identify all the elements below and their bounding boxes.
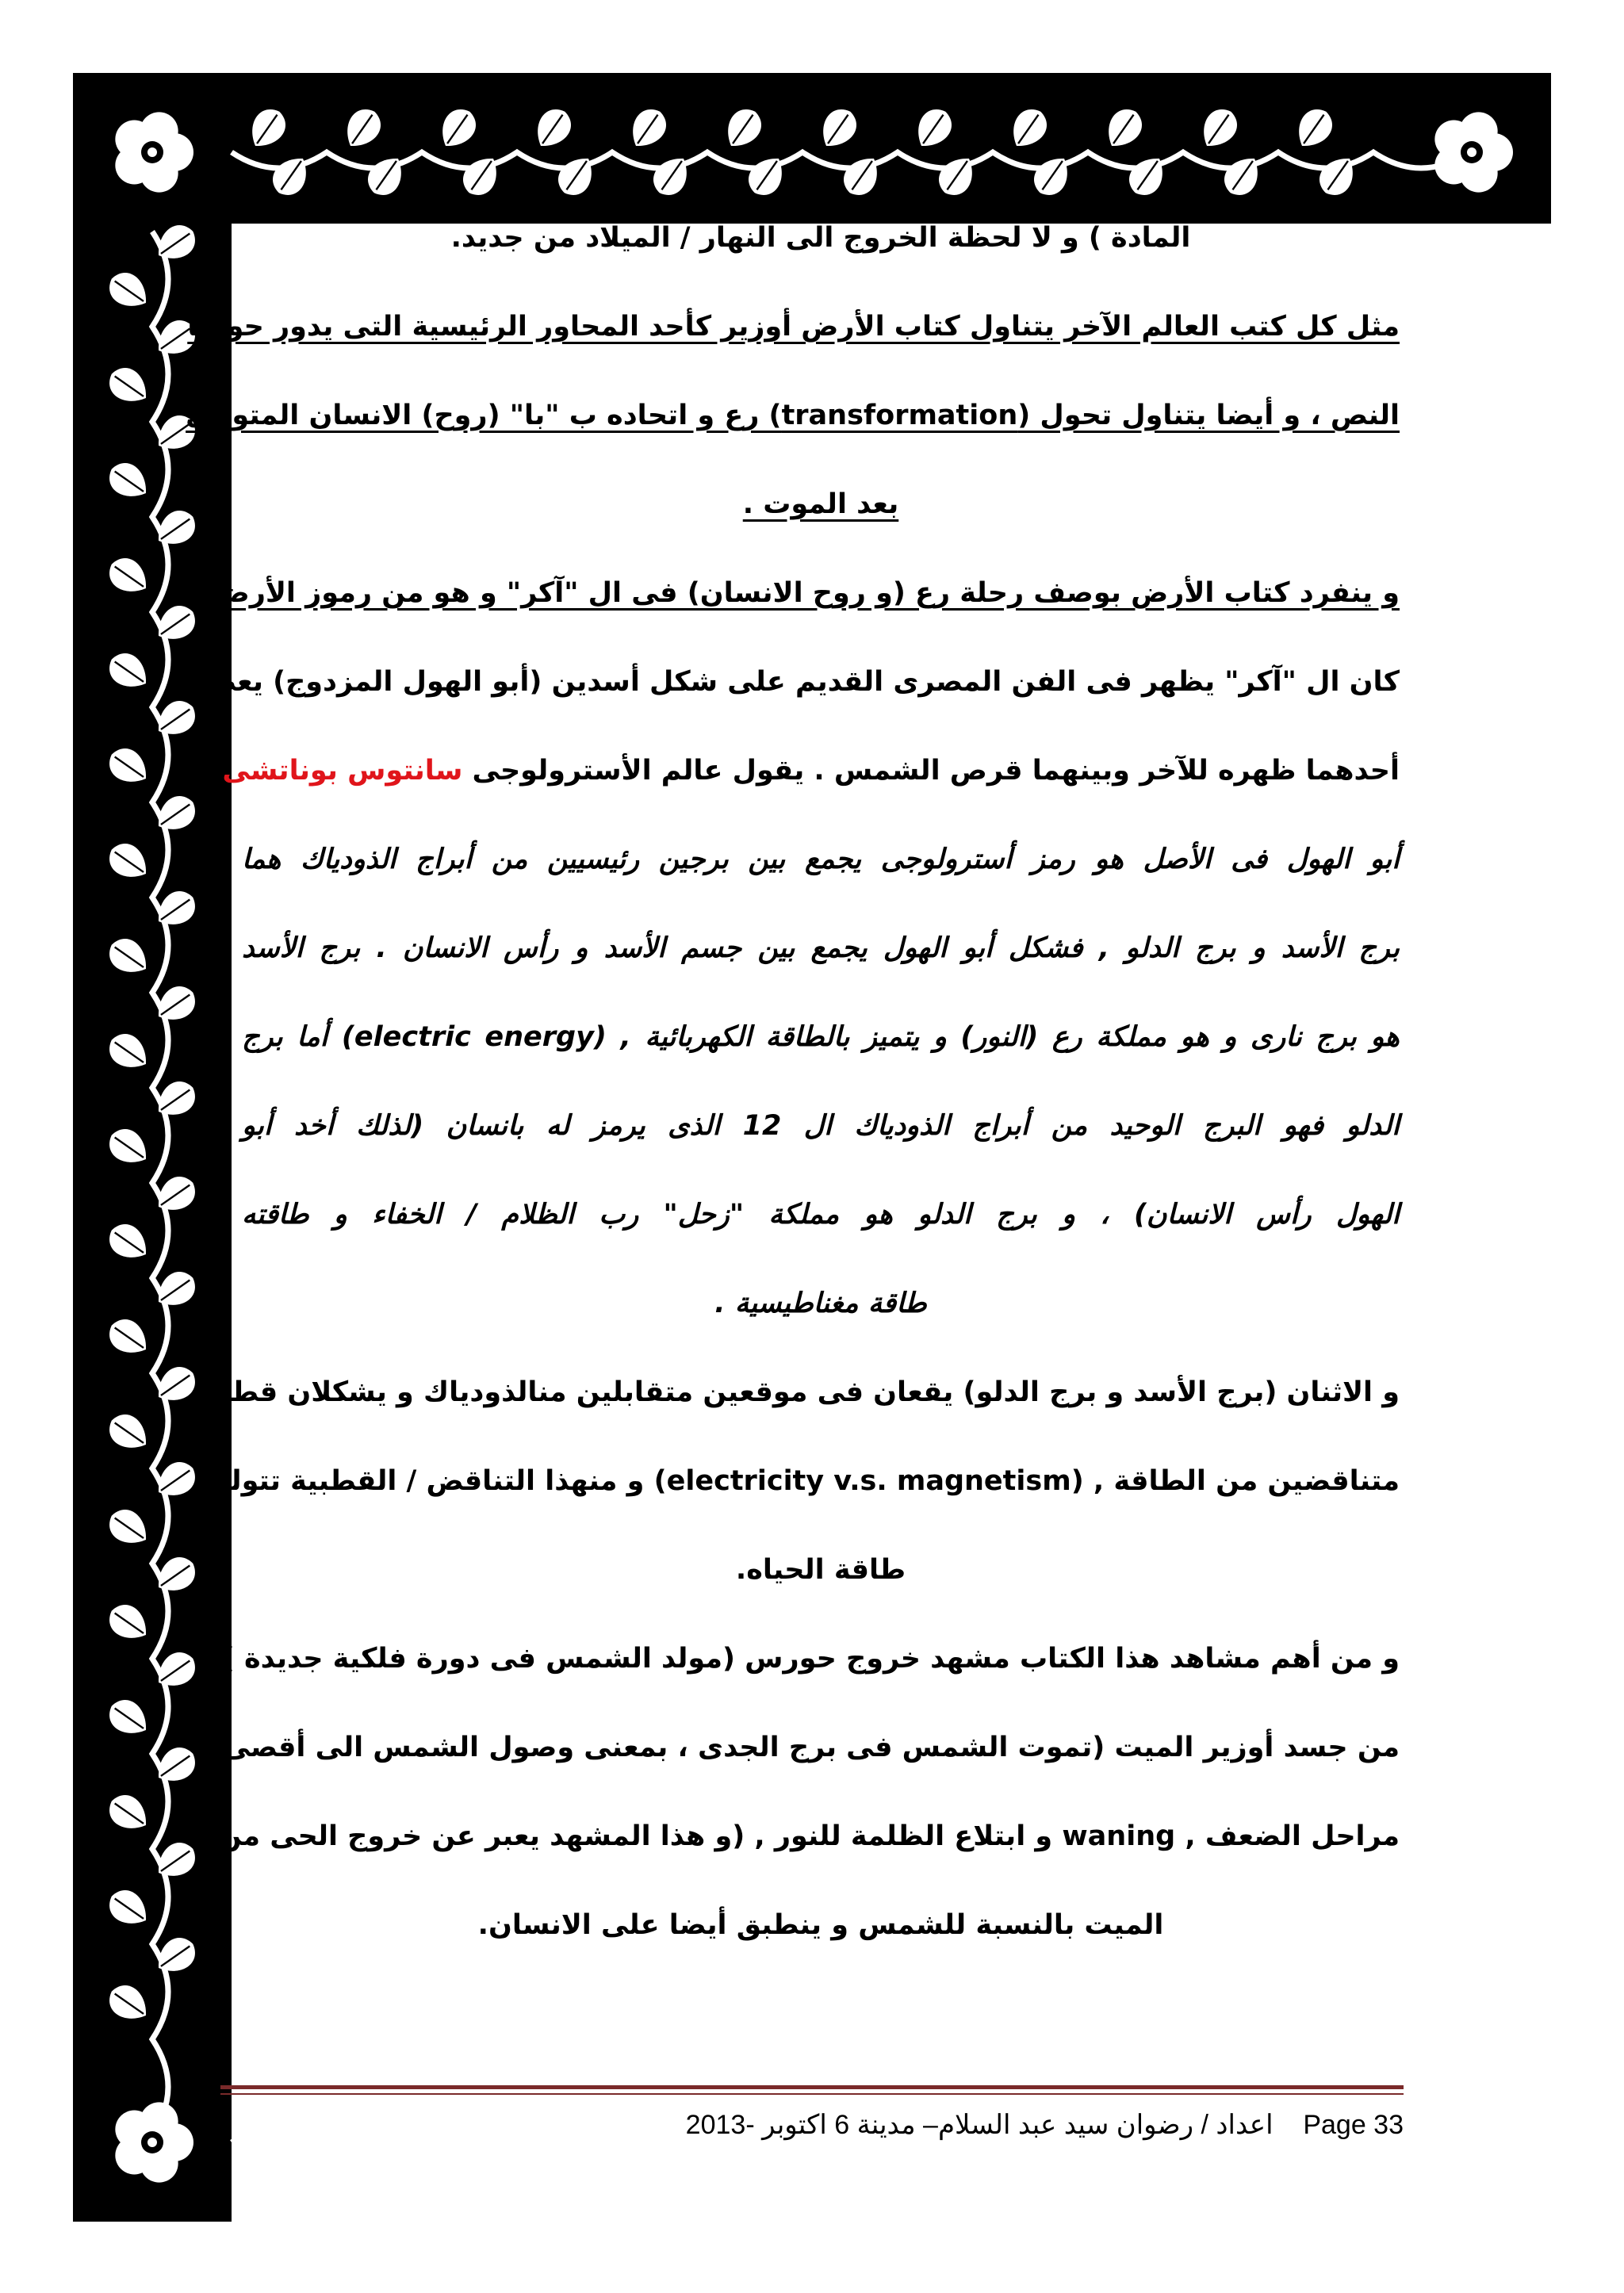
paragraph-line: النص ، و أيضا يتناول تحول (transformation) رع و اتحاده ب "با" (روح) الانسان المتوفى (186, 400, 1400, 431)
paragraph-line: المادة ) و لا لحظة الخروج الى النهار / الميلاد من جديد. (450, 222, 1191, 254)
paragraph-line: متناقضين من الطاقة , (electricity v.s. magnetism) و منهذا التناقض / القطبية تتولد (215, 1465, 1400, 1497)
paragraph-line: الميت بالنسبة للشمس و ينطبق أيضا على الانسان. (477, 1909, 1164, 1941)
paragraph-line: طاقة مغناطيسية . (714, 1288, 927, 1319)
paragraph-line: الهول رأس الانسان) ، و برج الدلو هو مملكة "زحل" رب الظلام / الخفاء و طاقته (242, 1199, 1400, 1231)
paragraph-line: الدلو فهو البرج الوحيد من أبراج الذودياك ال 12 الذى يرمز له بانسان (لذلك أخد أبو (242, 1110, 1400, 1142)
paragraph-line: من جسد أوزير الميت (تموت الشمس فى برج الجدى ، بمعنى وصول الشمس الى أقصى (222, 1732, 1400, 1763)
paragraph-line: بعد الموت . (742, 488, 899, 520)
paragraph-line: و من أهم مشاهد هذا الكتاب مشهد خروج حورس (مولد الشمس فى دورة فلكية جديدة ) (221, 1643, 1400, 1675)
page-footer (555, 2109, 1404, 2141)
paragraph-line: برج الأسد و برج الدلو , فشكل أبو الهول يجمع بين جسم الأسد و رأس الانسان . برج الأسد (242, 932, 1400, 964)
document-body (182, 222, 1400, 1998)
paragraph-line: كان ال "آكر" يظهر فى الفن المصرى القديم على شكل أسدين (أبو الهول المزدوج) يعطى (182, 666, 1400, 698)
footer-rule (220, 2085, 1404, 2089)
page-number: Page 33 (1303, 2110, 1404, 2140)
footer-credit: اعداد / رضوان سيد عبد السلام– مدينة 6 اكتوبر -2013 (685, 2110, 1274, 2140)
text-span: أن (184, 755, 213, 787)
paragraph-line: أبو الهول فى الأصل هو رمز أسترولوجى يجمع بين برجين رئيسيين من أبراج الذودياك هما (242, 844, 1400, 875)
paragraph-line (184, 755, 1400, 787)
paragraph-line: مراحل الضعف , waning و ابتلاع الظلمة للنور , (و هذا المشهد يعبر عن خروج الحى من (217, 1820, 1400, 1852)
paragraph-line: و الاثنان (برج الأسد و برج الدلو) يقعان فى موقعين متقابلين منالذودياك و يشكلان قطبين (185, 1376, 1400, 1408)
paragraph-line: و ينفرد كتاب الأرض بوصف رحلة رع (و روح الانسان) فى ال "آكر" و هو من رموز الأرض . (192, 577, 1400, 609)
paragraph-line: هو برج نارى و هو مملكة رع (النور) و يتميز بالطاقة الكهربائية , (electric energy) أما برج (242, 1021, 1400, 1053)
text-span: أحدهما ظهره للآخر وبينهما قرص الشمس . يقول عالم الأسترولوجى (472, 755, 1400, 787)
author-name-highlight: سانتوس بوناتشى (222, 755, 463, 787)
paragraph-line: طاقة الحياه. (735, 1554, 906, 1586)
paragraph-line: مثل كل كتب العالم الآخر يتناول كتاب الأرض أوزير كأحد المحاور الرئيسية التى يدور حولها (187, 311, 1400, 343)
footer-rule-thin (220, 2093, 1404, 2095)
